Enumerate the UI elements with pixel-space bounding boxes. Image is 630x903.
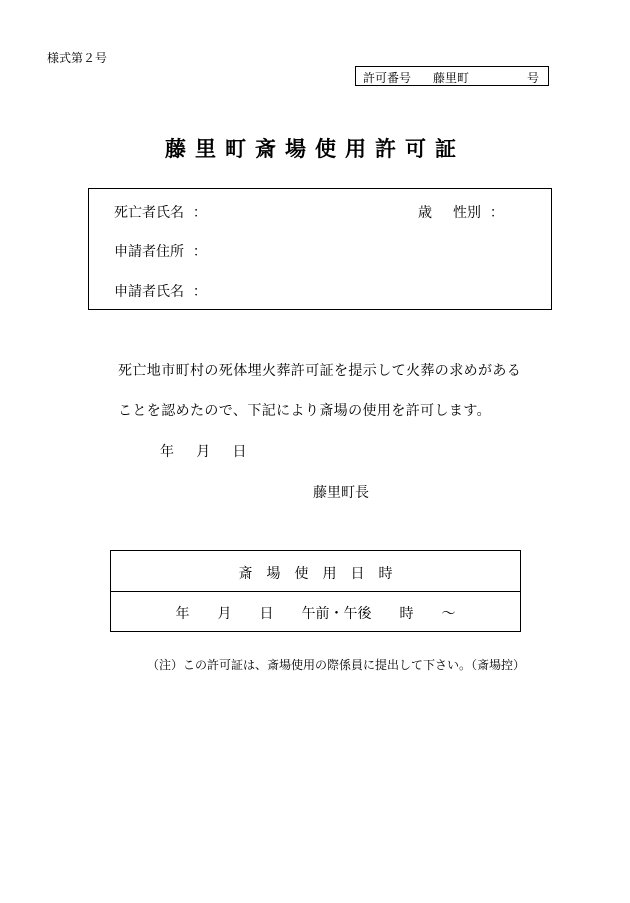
sex-label: 性別 (453, 205, 481, 221)
issue-date (160, 441, 247, 461)
permit-number-box (355, 66, 549, 86)
body-text-line-2: ことを認めたので、下記により斎場の使用を許可します。 (118, 403, 491, 419)
applicant-address-colon: ： (192, 244, 207, 260)
permit-town: 藤里町 (433, 71, 470, 85)
issue-date-month: 月 (196, 444, 211, 460)
permit-number-label: 許可番号 (363, 71, 412, 85)
footnote: （注）この許可証は、斎場使用の際係員に提出して下さい。（斎場控） (147, 658, 526, 672)
usage-box-divider (111, 591, 520, 592)
sex-colon: ： (489, 205, 504, 221)
deceased-name-label: 死亡者氏名 (114, 205, 184, 221)
applicant-address-row (114, 241, 207, 261)
document-title: 藤里町斎場使用許可証 (165, 136, 465, 161)
applicant-name-colon: ： (192, 284, 207, 300)
issue-date-year: 年 (160, 444, 174, 460)
deceased-name-row (114, 202, 207, 222)
permit-number-suffix: 号 (527, 71, 540, 85)
age-label: 歳 (418, 205, 432, 221)
deceased-name-colon: ： (192, 205, 207, 221)
usage-datetime-header: 斎 場 使 用 日 時 (238, 566, 393, 582)
mayor-signature: 藤里町長 (313, 485, 369, 501)
form-number: 様式第２号 (47, 51, 108, 65)
applicant-info-box (88, 188, 552, 310)
sex-field (453, 202, 504, 222)
applicant-address-label: 申請者住所 (114, 244, 184, 260)
applicant-name-row (114, 281, 207, 301)
crematorium-usage-box (110, 550, 521, 632)
issue-date-day: 日 (232, 444, 247, 460)
applicant-name-label: 申請者氏名 (114, 284, 184, 300)
usage-datetime-value: 年 月 日 午前・午後 時 ～ (175, 606, 456, 622)
body-text-line-1: 死亡地市町村の死体埋火葬許可証を提示して火葬の求めがある (118, 363, 522, 379)
